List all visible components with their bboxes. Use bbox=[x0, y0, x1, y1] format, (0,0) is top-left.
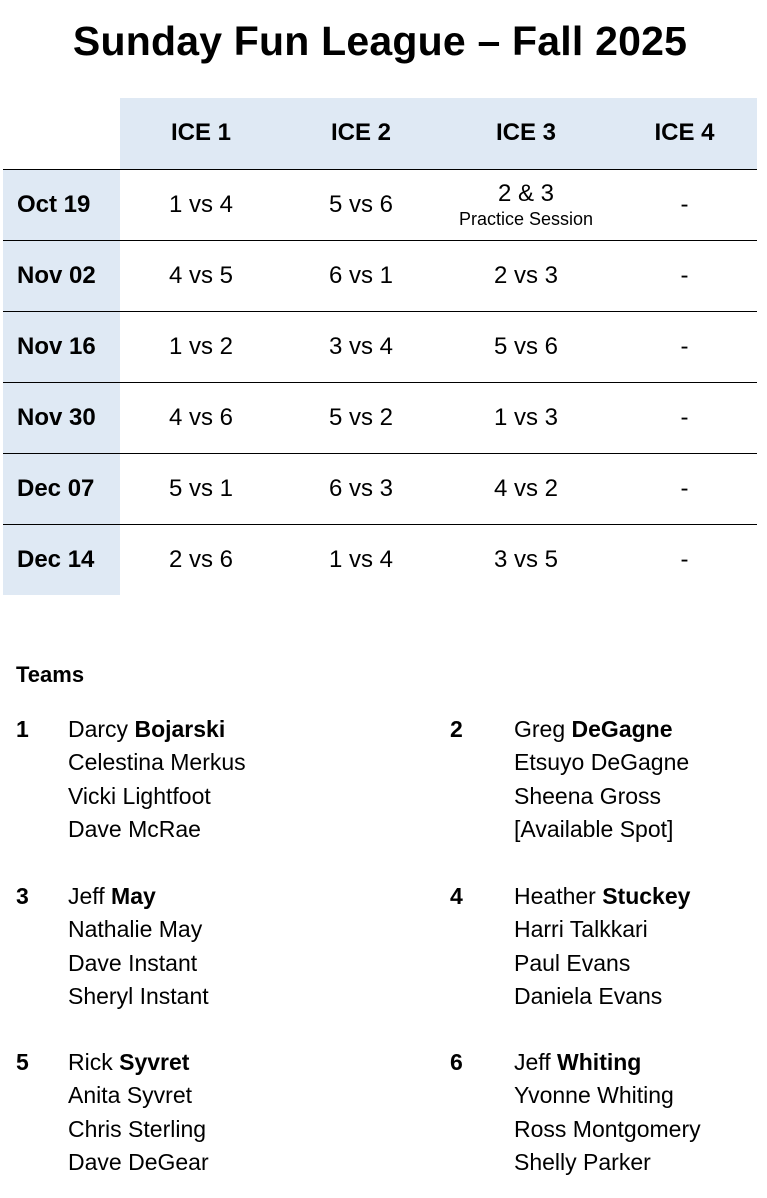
game-matchup: 2 vs 6 bbox=[168, 545, 234, 573]
team-member: Chris Sterling bbox=[68, 1115, 207, 1142]
team-number: 3 bbox=[16, 883, 29, 909]
captain-last-name: Stuckey bbox=[602, 883, 691, 909]
captain-first-name: Rick bbox=[68, 1049, 113, 1075]
schedule-table bbox=[3, 98, 757, 595]
game-cell bbox=[440, 524, 612, 595]
team-member: Harri Talkkari bbox=[514, 916, 648, 943]
team-captain bbox=[68, 1046, 348, 1079]
team-member: Etsuyo DeGagne bbox=[514, 749, 690, 776]
captain-first-name: Jeff bbox=[68, 883, 105, 909]
team-roster bbox=[514, 1046, 767, 1179]
team-member: Sheena Gross bbox=[514, 782, 662, 809]
row-date: Nov 30 bbox=[3, 382, 120, 453]
column-header-ice-2: ICE 2 bbox=[282, 98, 440, 169]
game-matchup: 2 vs 3 bbox=[493, 261, 559, 289]
game-matchup: - bbox=[680, 474, 689, 502]
game-matchup: - bbox=[680, 190, 689, 218]
game-matchup: 1 vs 4 bbox=[168, 190, 234, 218]
team-captain bbox=[514, 880, 767, 913]
team-member: [Available Spot] bbox=[514, 815, 674, 842]
game-matchup: 1 vs 3 bbox=[493, 403, 559, 431]
team-roster bbox=[68, 1046, 348, 1179]
row-date: Nov 02 bbox=[3, 240, 120, 311]
team-captain bbox=[514, 1046, 767, 1079]
team-member: Dave McRae bbox=[68, 815, 201, 842]
team-captain bbox=[514, 713, 767, 746]
team-member: Celestina Merkus bbox=[68, 749, 246, 776]
schedule-row bbox=[3, 240, 757, 311]
team-member: Ross Montgomery bbox=[514, 1115, 701, 1142]
row-date: Dec 07 bbox=[3, 453, 120, 524]
page-title: Sunday Fun League – Fall 2025 bbox=[72, 18, 688, 64]
schedule-row bbox=[3, 382, 757, 453]
game-matchup: 3 vs 4 bbox=[328, 332, 394, 360]
game-matchup: - bbox=[680, 332, 689, 360]
team-captain bbox=[68, 880, 348, 913]
game-cell bbox=[612, 524, 757, 595]
schedule-row bbox=[3, 524, 757, 595]
captain-last-name: DeGagne bbox=[571, 716, 673, 742]
team-member: Nathalie May bbox=[68, 916, 203, 943]
game-cell bbox=[282, 524, 440, 595]
team-member: Vicki Lightfoot bbox=[68, 782, 211, 809]
game-cell bbox=[120, 240, 282, 311]
team-number: 6 bbox=[450, 1049, 463, 1075]
game-cell bbox=[120, 524, 282, 595]
game-cell bbox=[440, 382, 612, 453]
game-matchup: 5 vs 2 bbox=[328, 403, 394, 431]
game-cell bbox=[282, 382, 440, 453]
column-header-ice-3: ICE 3 bbox=[440, 98, 612, 169]
team-roster bbox=[514, 880, 767, 1013]
captain-first-name: Greg bbox=[514, 716, 566, 742]
team-member: Dave DeGear bbox=[68, 1148, 209, 1175]
game-cell bbox=[120, 169, 282, 240]
team-roster bbox=[514, 713, 767, 846]
game-cell bbox=[120, 311, 282, 382]
game-cell bbox=[612, 382, 757, 453]
game-matchup: - bbox=[680, 545, 689, 573]
team-roster bbox=[68, 713, 348, 846]
schedule-row bbox=[3, 169, 757, 240]
team-member: Dave Instant bbox=[68, 949, 198, 976]
game-cell bbox=[612, 453, 757, 524]
game-cell bbox=[282, 240, 440, 311]
team-number: 2 bbox=[450, 716, 463, 742]
game-cell bbox=[282, 453, 440, 524]
game-matchup: - bbox=[680, 261, 689, 289]
game-matchup: 1 vs 4 bbox=[328, 545, 394, 573]
captain-last-name: May bbox=[111, 883, 156, 909]
team-member: Daniela Evans bbox=[514, 982, 663, 1009]
team-member: Sheryl Instant bbox=[68, 982, 209, 1009]
captain-first-name: Darcy bbox=[68, 716, 129, 742]
captain-first-name: Jeff bbox=[514, 1049, 551, 1075]
game-matchup: 4 vs 6 bbox=[168, 403, 234, 431]
game-matchup: 6 vs 3 bbox=[328, 474, 394, 502]
team-number: 1 bbox=[16, 716, 29, 742]
row-date: Nov 16 bbox=[3, 311, 120, 382]
schedule-row bbox=[3, 453, 757, 524]
game-cell bbox=[612, 240, 757, 311]
game-cell bbox=[612, 169, 757, 240]
game-cell bbox=[440, 240, 612, 311]
game-cell bbox=[612, 311, 757, 382]
game-note: Practice Session bbox=[458, 208, 594, 229]
header-corner bbox=[3, 98, 120, 169]
schedule-header-row bbox=[3, 98, 757, 169]
game-matchup: 4 vs 5 bbox=[168, 261, 234, 289]
captain-last-name: Syvret bbox=[119, 1049, 190, 1075]
team-member: Yvonne Whiting bbox=[514, 1082, 674, 1109]
game-cell bbox=[282, 311, 440, 382]
game-matchup: 6 vs 1 bbox=[328, 261, 394, 289]
team-number: 5 bbox=[16, 1049, 29, 1075]
captain-last-name: Whiting bbox=[557, 1049, 642, 1075]
game-matchup: 5 vs 6 bbox=[493, 332, 559, 360]
game-matchup: - bbox=[680, 403, 689, 431]
game-cell bbox=[440, 311, 612, 382]
game-matchup: 3 vs 5 bbox=[493, 545, 559, 573]
team-member: Paul Evans bbox=[514, 949, 631, 976]
captain-first-name: Heather bbox=[514, 883, 596, 909]
team-number: 4 bbox=[450, 883, 463, 909]
row-date: Oct 19 bbox=[3, 169, 120, 240]
teams-heading: Teams bbox=[16, 662, 85, 687]
captain-last-name: Bojarski bbox=[134, 716, 226, 742]
game-cell bbox=[440, 453, 612, 524]
game-matchup: 2 & 3 bbox=[497, 179, 555, 207]
column-header-ice-1: ICE 1 bbox=[120, 98, 282, 169]
game-matchup: 5 vs 6 bbox=[328, 190, 394, 218]
game-cell bbox=[282, 169, 440, 240]
team-member: Shelly Parker bbox=[514, 1148, 651, 1175]
game-matchup: 1 vs 2 bbox=[168, 332, 234, 360]
game-matchup: 5 vs 1 bbox=[168, 474, 234, 502]
team-member: Anita Syvret bbox=[68, 1082, 192, 1109]
schedule-row bbox=[3, 311, 757, 382]
game-matchup: 4 vs 2 bbox=[493, 474, 559, 502]
column-header-ice-4: ICE 4 bbox=[612, 98, 757, 169]
game-cell bbox=[120, 453, 282, 524]
game-cell bbox=[120, 382, 282, 453]
game-cell bbox=[440, 169, 612, 240]
team-roster bbox=[68, 880, 348, 1013]
team-captain bbox=[68, 713, 348, 746]
row-date: Dec 14 bbox=[3, 524, 120, 595]
